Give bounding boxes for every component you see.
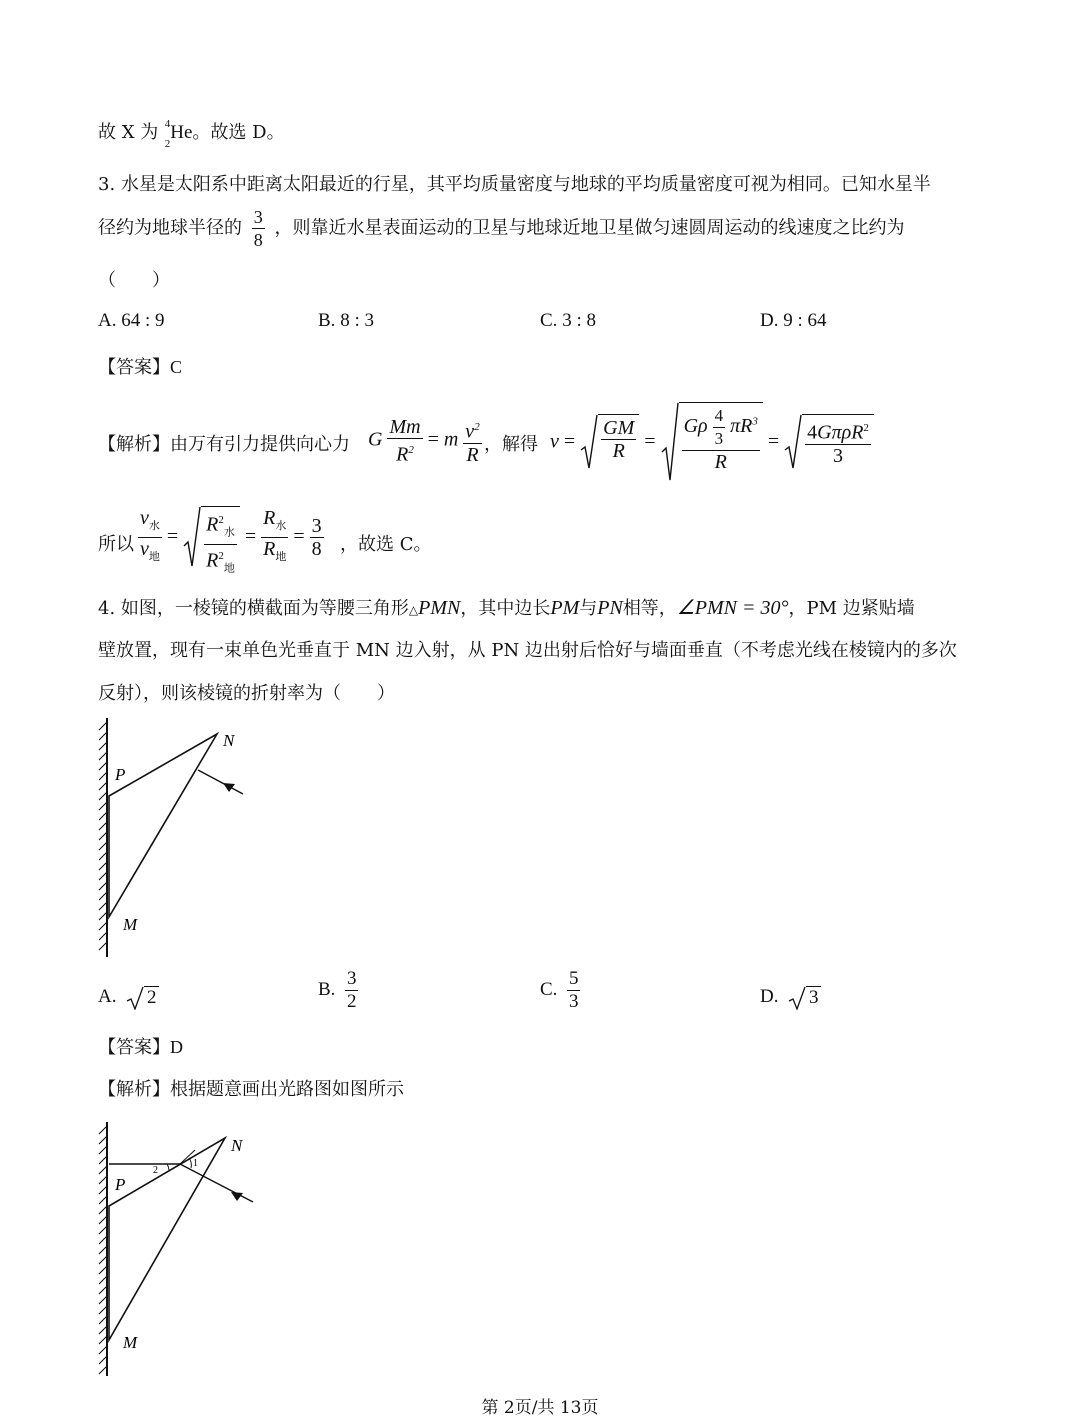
angle-arc-2 bbox=[167, 1164, 169, 1170]
label-m: M bbox=[123, 915, 138, 934]
label-p: P bbox=[115, 765, 126, 784]
q3-line3: （ ） bbox=[98, 270, 170, 291]
q4-prism-figure bbox=[95, 712, 265, 962]
q3-line1: 3. 水星是太阳系中距离太阳最近的行星，其平均质量密度与地球的平均质量密度可视为相同。已知水星半 bbox=[98, 174, 931, 195]
ray-arrowhead bbox=[223, 783, 235, 792]
q4-option-a[interactable]: A. 2 bbox=[98, 974, 159, 1024]
page-footer: 第 2页/共 13页 bbox=[481, 1398, 599, 1418]
q3-answer: 【答案】C bbox=[98, 357, 183, 378]
q4-answer: 【答案】D bbox=[98, 1037, 183, 1058]
q3-analysis-solve: ，解得 bbox=[484, 434, 538, 455]
wall-hatching bbox=[99, 1126, 107, 1374]
label-m: M bbox=[123, 1333, 138, 1352]
q3-line2: 径约为地球半径的 $\frac{3}{8}$ ，则靠近水星表面运动的卫星与地球近地卫星做匀速圆周运动的线速度之比约为 bbox=[98, 207, 905, 250]
prism-triangle bbox=[109, 1138, 225, 1340]
q3-formula-ratio: $\frac{v_水}{v_地}$ = $\frac{R^2_水}{R^2_地}$ = $\frac{R_水}{R_地}$ = $\frac{3}{8}$ bbox=[138, 506, 324, 568]
q3-analysis-label: 【解析】由万有引力提供向心力 bbox=[98, 434, 350, 455]
q4-option-c[interactable]: C. $\frac{5}{3}$ bbox=[540, 968, 579, 1012]
angle-label-1: 1 bbox=[193, 1158, 198, 1169]
q4-option-b[interactable]: B. $\frac{3}{2}$ bbox=[318, 968, 357, 1012]
q4-analysis: 【解析】根据题意画出光路图如图所示 bbox=[98, 1079, 404, 1100]
q4-option-d[interactable]: D. 3 bbox=[760, 974, 821, 1024]
label-p: P bbox=[115, 1175, 126, 1194]
q4-light-path-figure bbox=[95, 1118, 275, 1380]
q3-formula-gravity: G $\frac{Mm}{R^2}$ = m $\frac{v^2}{R}$ bbox=[368, 416, 480, 466]
angle-label-2: 2 bbox=[153, 1165, 158, 1176]
incident-ray bbox=[198, 770, 243, 794]
q4-line3: 反射），则该棱镜的折射率为（ ） bbox=[98, 683, 395, 704]
q3-formula-velocity: v = $\frac{GM}{R}$ = Gρ $\frac{4}{3}$ $\pi R^3$ R = $\frac{4G\pi\rho R^2}{3}$ bbox=[550, 402, 874, 482]
q3-option-b[interactable]: B. 8 : 3 bbox=[318, 310, 374, 331]
q3-option-d[interactable]: D. 9 : 64 bbox=[760, 310, 827, 331]
wall-hatching bbox=[99, 722, 107, 950]
prism-triangle bbox=[109, 734, 217, 917]
label-n: N bbox=[223, 731, 235, 750]
label-n: N bbox=[231, 1136, 243, 1155]
q4-line2: 壁放置，现有一束单色光垂直于 MN 边入射，从 PN 边出射后恰好与墙面垂直（不考虑光线在棱镜内的多次 bbox=[98, 640, 957, 661]
q3-option-c[interactable]: C. 3 : 8 bbox=[540, 310, 596, 331]
q2-conclusion: 故 X 为 4 2 He。故选 D。 bbox=[98, 118, 285, 150]
q3-option-a[interactable]: A. 64 : 9 bbox=[98, 310, 165, 331]
incident-ray bbox=[203, 1176, 253, 1202]
q3-so-label: 所以 bbox=[98, 534, 134, 555]
q3-conclusion: ，故选 C。 bbox=[340, 534, 432, 555]
q4-line1: 4. 如图，一棱镜的横截面为等腰三角形△PMN，其中边长PM与PN相等，∠PMN = 30°，PM 边紧贴墙 bbox=[98, 597, 915, 619]
